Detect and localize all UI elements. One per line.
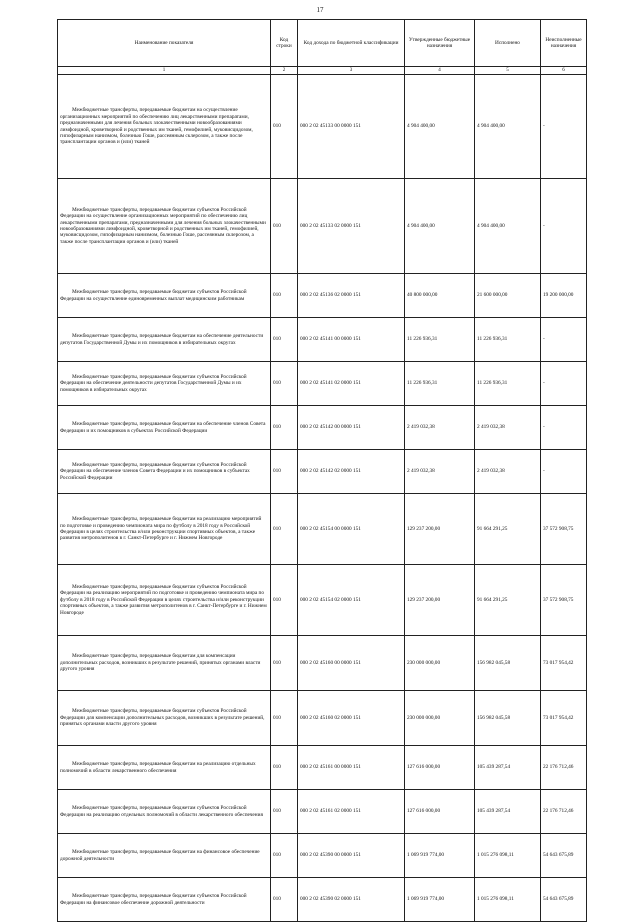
- row-line-code: 010: [271, 274, 298, 318]
- header-row: [58, 20, 587, 67]
- row-approved-amount: 1 069 919 774,00: [405, 834, 475, 878]
- row-line-code: 010: [271, 565, 298, 636]
- row-line-code: 010: [271, 318, 298, 362]
- row-unexecuted-amount: 54 643 675,89: [541, 878, 587, 922]
- row-name: [58, 878, 271, 922]
- row-name-text: Межбюджетные трансферты, передаваемые бюджетам субъектов Российской Федерации на осуществление организационных мероприятий по обеспечению лиц лекарственными препаратами, предназначенными для лечения больных злокачественными новообразованиями лимфоидной, кроветворной и родственных им тканей, гемофилией, муковисцидозом, гипофизарным нанизмом, болезнью Гоше, рассеянным склерозом, а также после трансплантации органов и (или) тканей: [60, 206, 266, 245]
- row-unexecuted-amount: -: [541, 406, 587, 450]
- row-name-text: Межбюджетные трансферты, передаваемые бюджетам на реализацию отдельных полномочий в области лекарственного обеспечения: [60, 761, 256, 774]
- row-name-text: Межбюджетные трансферты, передаваемые бюджетам субъектов Российской Федерации на обеспечение деятельности депутатов Государственной Думы и их помощников в избирательных округах: [60, 373, 247, 393]
- row-line-code: 010: [271, 75, 298, 179]
- row-approved-amount: 4 904 400,00: [405, 75, 475, 179]
- row-name-text: Межбюджетные трансферты, передаваемые бюджетам субъектов Российской Федерации на обеспечение членов Совета Федерации и их помощников в субъектах Российской Федерации: [60, 461, 250, 481]
- page-number: 17: [316, 6, 324, 14]
- row-name-text: Межбюджетные трансферты, передаваемые бюджетам на финансовое обеспечение дорожной деятельности: [60, 849, 260, 862]
- row-kbk-code: 000 2 02 45142 02 0000 151: [298, 450, 405, 494]
- table-row: [58, 878, 587, 922]
- table-row: [58, 636, 587, 691]
- header-approved: Утвержденные бюджетные назначения: [405, 20, 475, 67]
- row-executed-amount: 156 982 045,58: [475, 691, 541, 746]
- row-unexecuted-amount: 73 017 954,42: [541, 691, 587, 746]
- row-executed-amount: 1 015 276 098,11: [475, 834, 541, 878]
- row-name-text: Межбюджетные трансферты, передаваемые бюджетам субъектов Российской Федерации на осуществление единовременных выплат медицинским работникам: [60, 289, 247, 302]
- row-kbk-code: 000 2 02 45390 00 0000 151: [298, 834, 405, 878]
- row-name: [58, 274, 271, 318]
- row-approved-amount: 127 616 000,00: [405, 746, 475, 790]
- row-kbk-code: 000 2 02 45133 00 0000 151: [298, 75, 405, 179]
- row-line-code: 010: [271, 406, 298, 450]
- row-approved-amount: 11 226 936,31: [405, 362, 475, 406]
- row-kbk-code: 000 2 02 45390 02 0000 151: [298, 878, 405, 922]
- row-kbk-code: 000 2 02 45161 02 0000 151: [298, 790, 405, 834]
- row-unexecuted-amount: 37 572 908,75: [541, 565, 587, 636]
- row-line-code: 010: [271, 834, 298, 878]
- row-unexecuted-amount: 19 200 000,00: [541, 274, 587, 318]
- row-kbk-code: 000 2 02 45160 00 0000 151: [298, 636, 405, 691]
- row-unexecuted-amount: -: [541, 450, 587, 494]
- row-kbk-code: 000 2 02 45154 02 0000 151: [298, 565, 405, 636]
- header-executed: Исполнено: [475, 20, 541, 67]
- column-number: 1: [58, 67, 271, 75]
- row-line-code: 010: [271, 878, 298, 922]
- row-executed-amount: 4 904 400,00: [475, 75, 541, 179]
- row-name: [58, 75, 271, 179]
- column-number: 6: [541, 67, 587, 75]
- row-name: [58, 362, 271, 406]
- row-name: [58, 790, 271, 834]
- row-executed-amount: 2 419 032,38: [475, 450, 541, 494]
- row-name: [58, 406, 271, 450]
- table-row: [58, 179, 587, 274]
- table-row: [58, 834, 587, 878]
- row-approved-amount: 40 800 000,00: [405, 274, 475, 318]
- row-unexecuted-amount: -: [541, 362, 587, 406]
- row-approved-amount: 2 419 032,38: [405, 450, 475, 494]
- table-row: [58, 746, 587, 790]
- table-row: [58, 450, 587, 494]
- header-unexecuted: Неисполненные назначения: [541, 20, 587, 67]
- row-kbk-code: 000 2 02 45136 02 0000 151: [298, 274, 405, 318]
- row-unexecuted-amount: -: [541, 179, 587, 274]
- row-executed-amount: 21 600 000,00: [475, 274, 541, 318]
- row-name-text: Межбюджетные трансферты, передаваемые бюджетам для компенсации дополнительных расходов, возникших в результате решений, принятых органами власти другого уровня: [60, 653, 261, 673]
- row-unexecuted-amount: -: [541, 318, 587, 362]
- table-row: [58, 274, 587, 318]
- row-name: [58, 691, 271, 746]
- row-line-code: 010: [271, 746, 298, 790]
- header-line-code: Код строки: [271, 20, 298, 67]
- row-line-code: 010: [271, 790, 298, 834]
- table-row: [58, 691, 587, 746]
- row-unexecuted-amount: 37 572 908,75: [541, 494, 587, 565]
- row-line-code: 010: [271, 450, 298, 494]
- row-unexecuted-amount: 73 017 954,42: [541, 636, 587, 691]
- row-name-text: Межбюджетные трансферты, передаваемые бюджетам субъектов Российской Федерации на финансовое обеспечение дорожной деятельности: [60, 893, 247, 906]
- row-line-code: 010: [271, 636, 298, 691]
- row-unexecuted-amount: 22 176 712,46: [541, 790, 587, 834]
- row-executed-amount: 105 439 287,54: [475, 746, 541, 790]
- row-approved-amount: 4 904 400,00: [405, 179, 475, 274]
- row-executed-amount: 105 439 287,54: [475, 790, 541, 834]
- row-approved-amount: 127 616 000,00: [405, 790, 475, 834]
- row-name-text: Межбюджетные трансферты, передаваемые бюджетам субъектов Российской Федерации на реализацию отдельных полномочий в области лекарственного обеспечения: [60, 805, 263, 818]
- row-name-text: Межбюджетные трансферты, передаваемые бюджетам на реализацию мероприятий по подготовке и проведению чемпионата мира по футболу в 2018 году в Российской Федерации в целях строительства и/или реконструкции спортивных объектов, а также развития метрополитенов в г. Санкт-Петербурге и г. Нижнем Новгороде: [60, 516, 262, 542]
- header-kbk-code: Код дохода по бюджетной классификации: [298, 20, 405, 67]
- row-line-code: 010: [271, 691, 298, 746]
- row-kbk-code: 000 2 02 45161 00 0000 151: [298, 746, 405, 790]
- column-number: 3: [298, 67, 405, 75]
- row-executed-amount: 156 982 045,58: [475, 636, 541, 691]
- row-name: [58, 565, 271, 636]
- table-row: [58, 362, 587, 406]
- row-kbk-code: 000 2 02 45133 02 0000 151: [298, 179, 405, 274]
- row-approved-amount: 230 000 000,00: [405, 691, 475, 746]
- row-executed-amount: 1 015 276 098,11: [475, 878, 541, 922]
- row-executed-amount: 11 226 936,31: [475, 318, 541, 362]
- row-name-text: Межбюджетные трансферты, передаваемые бюджетам субъектов Российской Федерации для компенсации дополнительных расходов, возникших в результате решений, принятых органами власти другого уровня: [60, 708, 265, 728]
- table-row: [58, 75, 587, 179]
- row-executed-amount: 4 904 400,00: [475, 179, 541, 274]
- row-approved-amount: 129 237 200,00: [405, 494, 475, 565]
- row-name-text: Межбюджетные трансферты, передаваемые бюджетам на осуществление организационных мероприятий по обеспечению лиц лекарственными препаратами, предназначенными для лечения больных злокачественными новообразованиями лимфоидной, кроветворной и родственных им тканей, гемофилией, муковисцидозом, гипофизарным нанизмом, болезнью Гоше, рассеянным склерозом, а также после трансплантации органов и (или) тканей: [60, 107, 253, 146]
- row-unexecuted-amount: -: [541, 75, 587, 179]
- row-name-text: Межбюджетные трансферты, передаваемые бюджетам на обеспечение деятельности депутатов Государственной Думы и их помощников в избирательных округах: [60, 333, 264, 346]
- column-number-row: [58, 67, 587, 75]
- table-row: [58, 406, 587, 450]
- row-kbk-code: 000 2 02 45142 00 0000 151: [298, 406, 405, 450]
- row-kbk-code: 000 2 02 45141 00 0000 151: [298, 318, 405, 362]
- row-kbk-code: 000 2 02 45154 00 0000 151: [298, 494, 405, 565]
- table-row: [58, 790, 587, 834]
- row-name-text: Межбюджетные трансферты, передаваемые бюджетам субъектов Российской Федерации на реализацию мероприятий по подготовке и проведению чемпионата мира по футболу в 2018 году в Российской Федерации в целях строительства и/или реконструкции спортивных объектов, а также развития метрополитенов в г. Санкт-Петербурге и г. Нижнем Новгороде: [60, 584, 267, 616]
- column-number: 2: [271, 67, 298, 75]
- budget-execution-table: [57, 19, 587, 922]
- table-body: [58, 75, 587, 922]
- row-kbk-code: 000 2 02 45160 02 0000 151: [298, 691, 405, 746]
- table-row: [58, 494, 587, 565]
- row-approved-amount: 230 000 000,00: [405, 636, 475, 691]
- row-approved-amount: 1 069 919 774,00: [405, 878, 475, 922]
- row-name-text: Межбюджетные трансферты, передаваемые бюджетам на обеспечение членов Совета Федерации и их помощников в субъектах Российской Федерации: [60, 421, 266, 434]
- row-name: [58, 636, 271, 691]
- row-line-code: 010: [271, 494, 298, 565]
- row-unexecuted-amount: 22 176 712,46: [541, 746, 587, 790]
- column-number: 4: [405, 67, 475, 75]
- row-name: [58, 450, 271, 494]
- row-approved-amount: 129 237 200,00: [405, 565, 475, 636]
- row-executed-amount: 2 419 032,38: [475, 406, 541, 450]
- row-name: [58, 179, 271, 274]
- row-line-code: 010: [271, 362, 298, 406]
- row-line-code: 010: [271, 179, 298, 274]
- row-name: [58, 494, 271, 565]
- row-approved-amount: 2 419 032,38: [405, 406, 475, 450]
- row-name: [58, 834, 271, 878]
- table-row: [58, 318, 587, 362]
- header-indicator-name: Наименование показателя: [58, 20, 271, 67]
- row-executed-amount: 91 664 291,25: [475, 494, 541, 565]
- row-executed-amount: 91 664 291,25: [475, 565, 541, 636]
- table-row: [58, 565, 587, 636]
- row-executed-amount: 11 226 936,31: [475, 362, 541, 406]
- row-unexecuted-amount: 54 643 675,89: [541, 834, 587, 878]
- row-name: [58, 746, 271, 790]
- row-kbk-code: 000 2 02 45141 02 0000 151: [298, 362, 405, 406]
- row-approved-amount: 11 226 936,31: [405, 318, 475, 362]
- row-name: [58, 318, 271, 362]
- column-number: 5: [475, 67, 541, 75]
